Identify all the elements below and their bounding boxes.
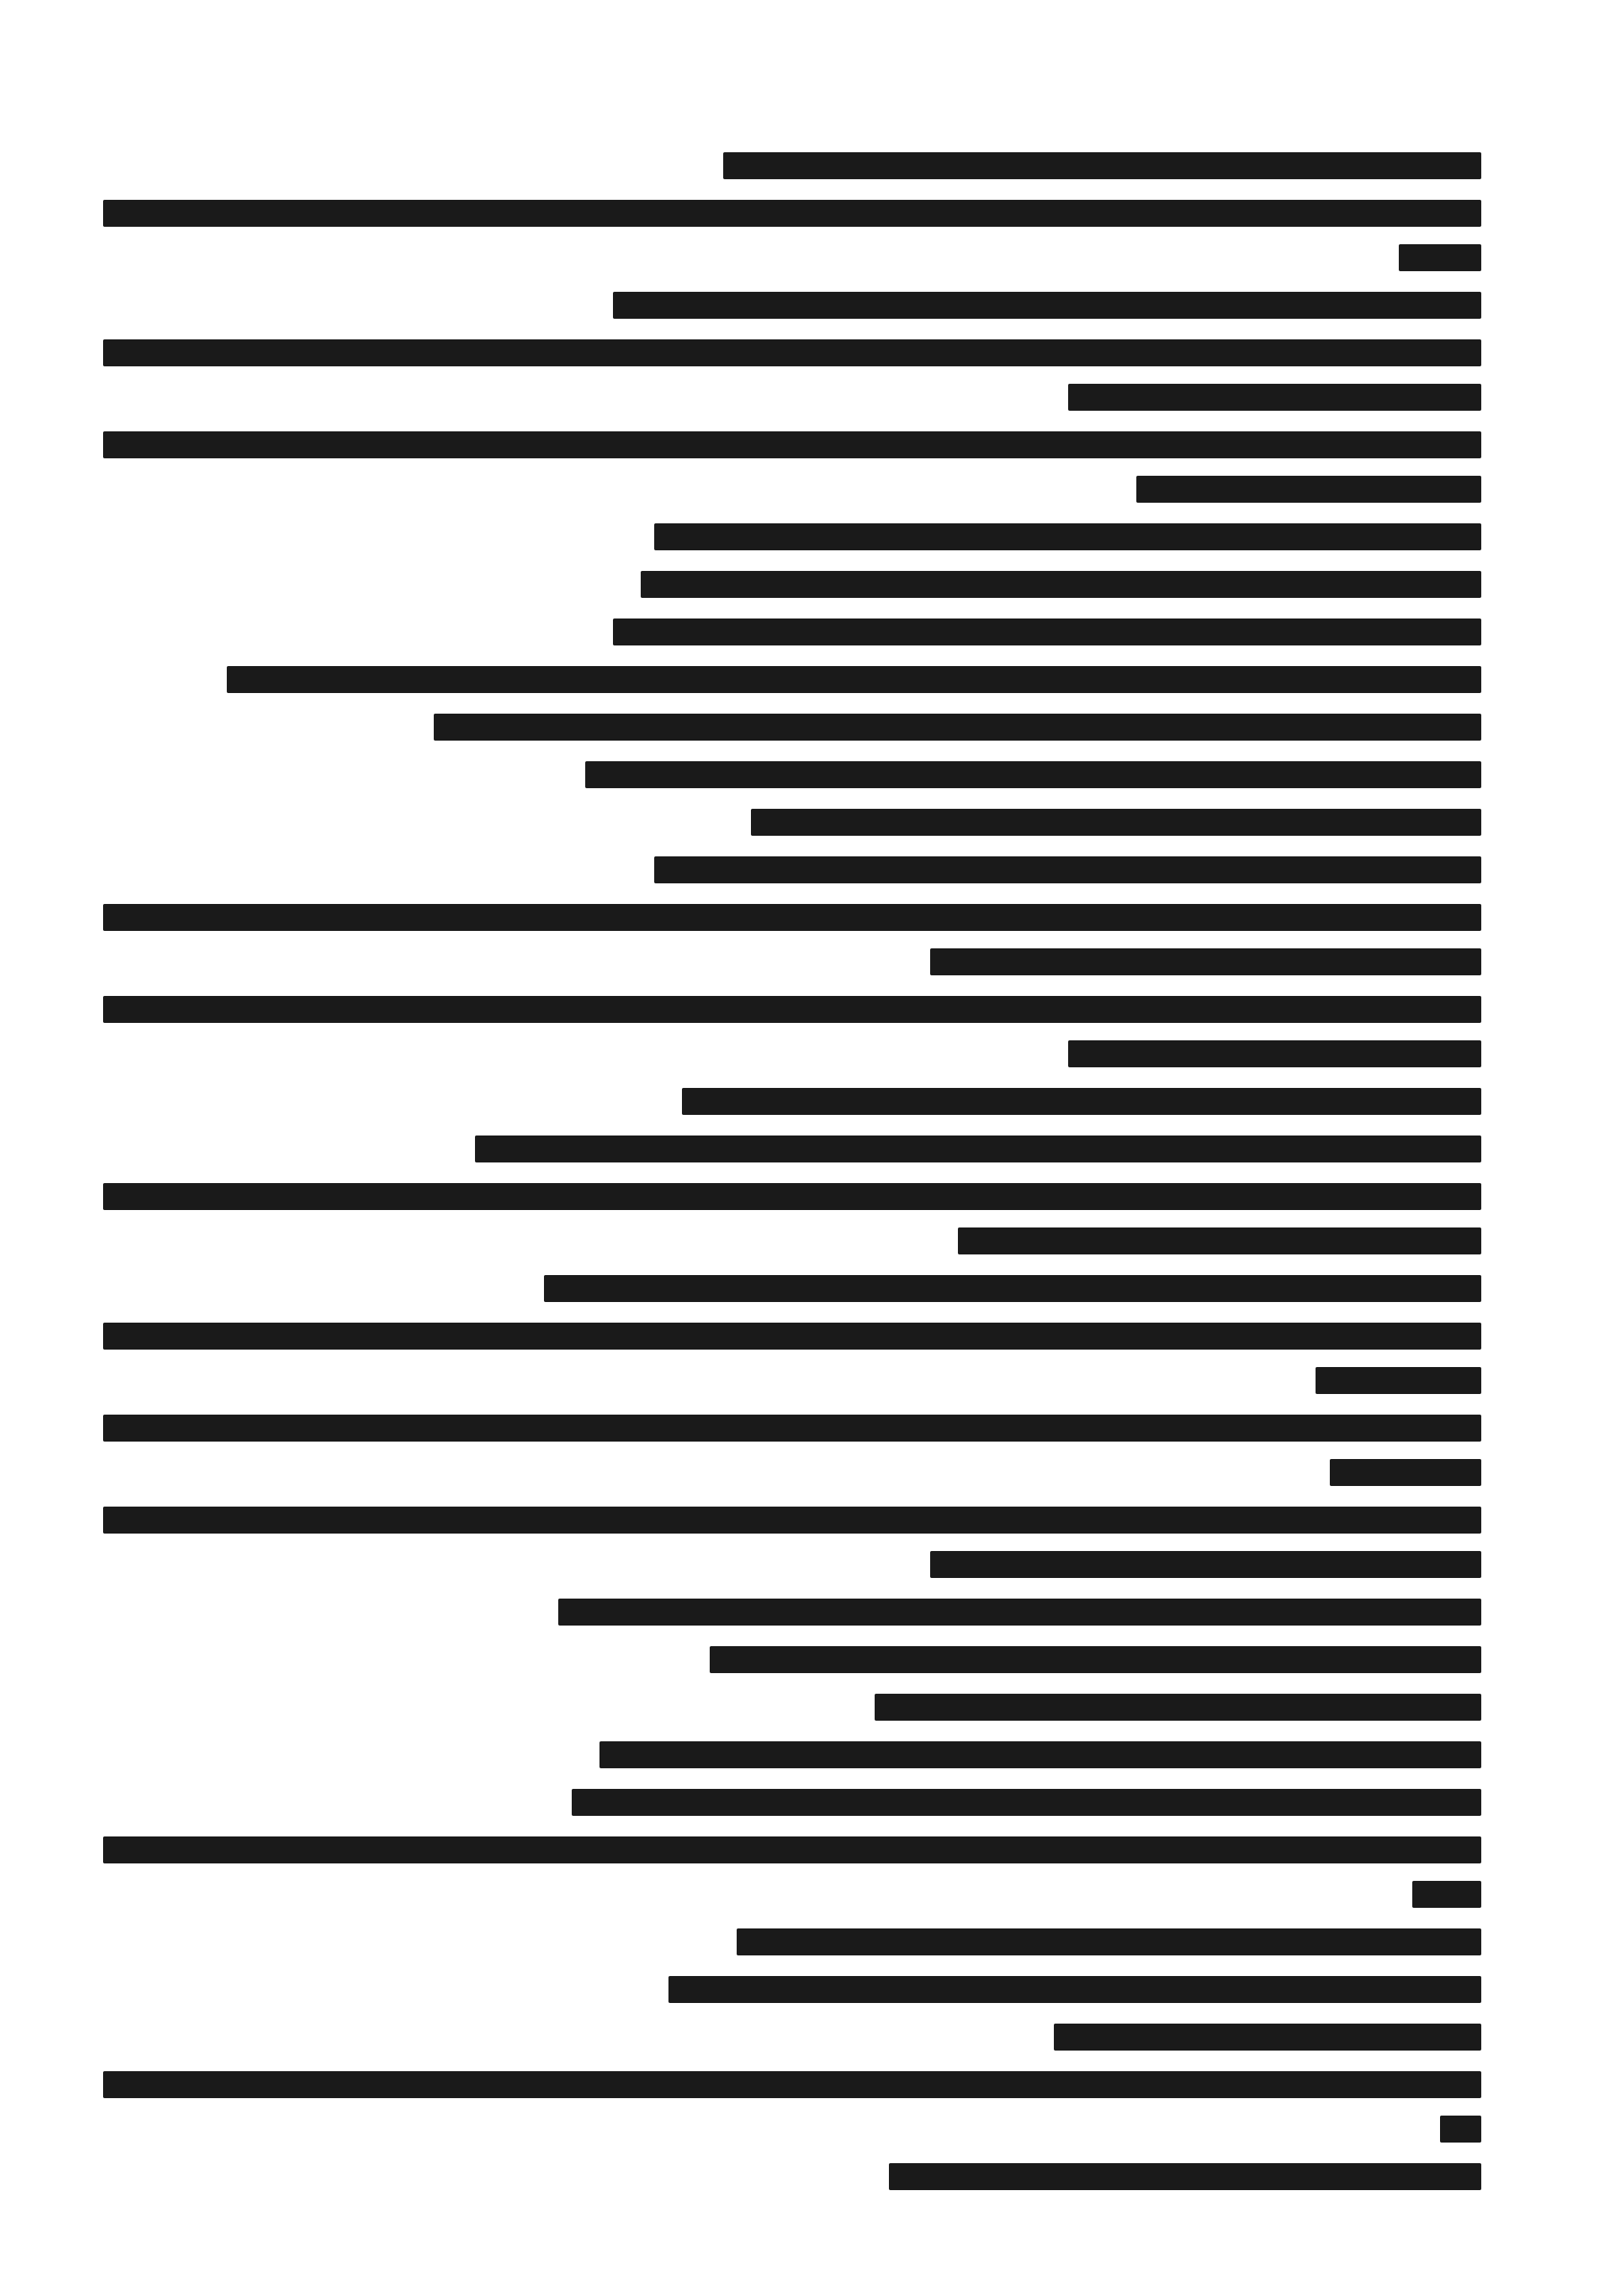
text-line [103, 431, 1481, 458]
verse-1 [103, 143, 1481, 190]
verse-9 [103, 657, 1481, 704]
verse-25 [103, 1684, 1481, 1732]
text-line [475, 1136, 1481, 1162]
text-line [434, 714, 1481, 741]
verse-22 [103, 1497, 1481, 1589]
text-line [103, 996, 1481, 1023]
text-line [889, 2163, 1481, 2190]
text-line [613, 292, 1481, 319]
text-line [103, 904, 1481, 931]
text-line [1136, 476, 1481, 503]
verse-16 [103, 1078, 1481, 1126]
text-line [958, 1227, 1481, 1254]
text-line [558, 1599, 1481, 1626]
verse-13 [103, 847, 1481, 894]
verse-6 [103, 514, 1481, 561]
text-line [599, 1741, 1481, 1768]
verse-30 [103, 1967, 1481, 2014]
text-line [654, 523, 1481, 550]
verse-23 [103, 1589, 1481, 1637]
verse-19 [103, 1266, 1481, 1313]
text-line [1316, 1367, 1481, 1394]
text-line [737, 1928, 1481, 1955]
text-line [641, 571, 1481, 598]
verse-14 [103, 894, 1481, 986]
text-line [613, 618, 1481, 645]
text-line [103, 2071, 1481, 2098]
text-line [1412, 1881, 1481, 1908]
verse-3 [103, 282, 1481, 330]
verse-33 [103, 2154, 1481, 2201]
text-line [1068, 384, 1481, 411]
verse-10 [103, 704, 1481, 752]
text-line [1399, 244, 1481, 271]
verse-28 [103, 1827, 1481, 1919]
text-line [751, 809, 1481, 836]
verse-8 [103, 609, 1481, 657]
verse-4 [103, 330, 1481, 422]
text-line [710, 1646, 1481, 1673]
verse-17 [103, 1126, 1481, 1174]
text-line [585, 761, 1481, 788]
text-line [930, 1551, 1481, 1578]
text-line [227, 666, 1481, 693]
text-line [1068, 1040, 1481, 1067]
verse-26 [103, 1732, 1481, 1779]
text-line [654, 856, 1481, 883]
verse-5 [103, 422, 1481, 514]
text-line [103, 1415, 1481, 1442]
verse-18 [103, 1174, 1481, 1266]
text-line [875, 1694, 1481, 1721]
verse-24 [103, 1637, 1481, 1684]
text-line [103, 1323, 1481, 1350]
text-line [103, 1183, 1481, 1210]
text-line [1330, 1459, 1481, 1486]
text-line [1440, 2116, 1481, 2143]
text-line [723, 152, 1481, 179]
text-line [103, 1507, 1481, 1534]
text-line [682, 1088, 1481, 1115]
text-line [544, 1275, 1481, 1302]
verse-list [103, 143, 1481, 2201]
verse-21 [103, 1405, 1481, 1497]
text-line [930, 948, 1481, 975]
verse-12 [103, 799, 1481, 847]
text-line [103, 1836, 1481, 1863]
text-line [668, 1976, 1481, 2003]
verse-31 [103, 2014, 1481, 2062]
verse-20 [103, 1313, 1481, 1405]
verse-11 [103, 752, 1481, 799]
verse-29 [103, 1919, 1481, 1967]
text-line [103, 200, 1481, 227]
verse-7 [103, 561, 1481, 609]
verse-2 [103, 190, 1481, 282]
verse-32 [103, 2062, 1481, 2154]
text-line [103, 339, 1481, 366]
verse-15 [103, 986, 1481, 1078]
text-line [572, 1789, 1481, 1816]
text-line [1054, 2024, 1481, 2051]
verse-27 [103, 1779, 1481, 1827]
